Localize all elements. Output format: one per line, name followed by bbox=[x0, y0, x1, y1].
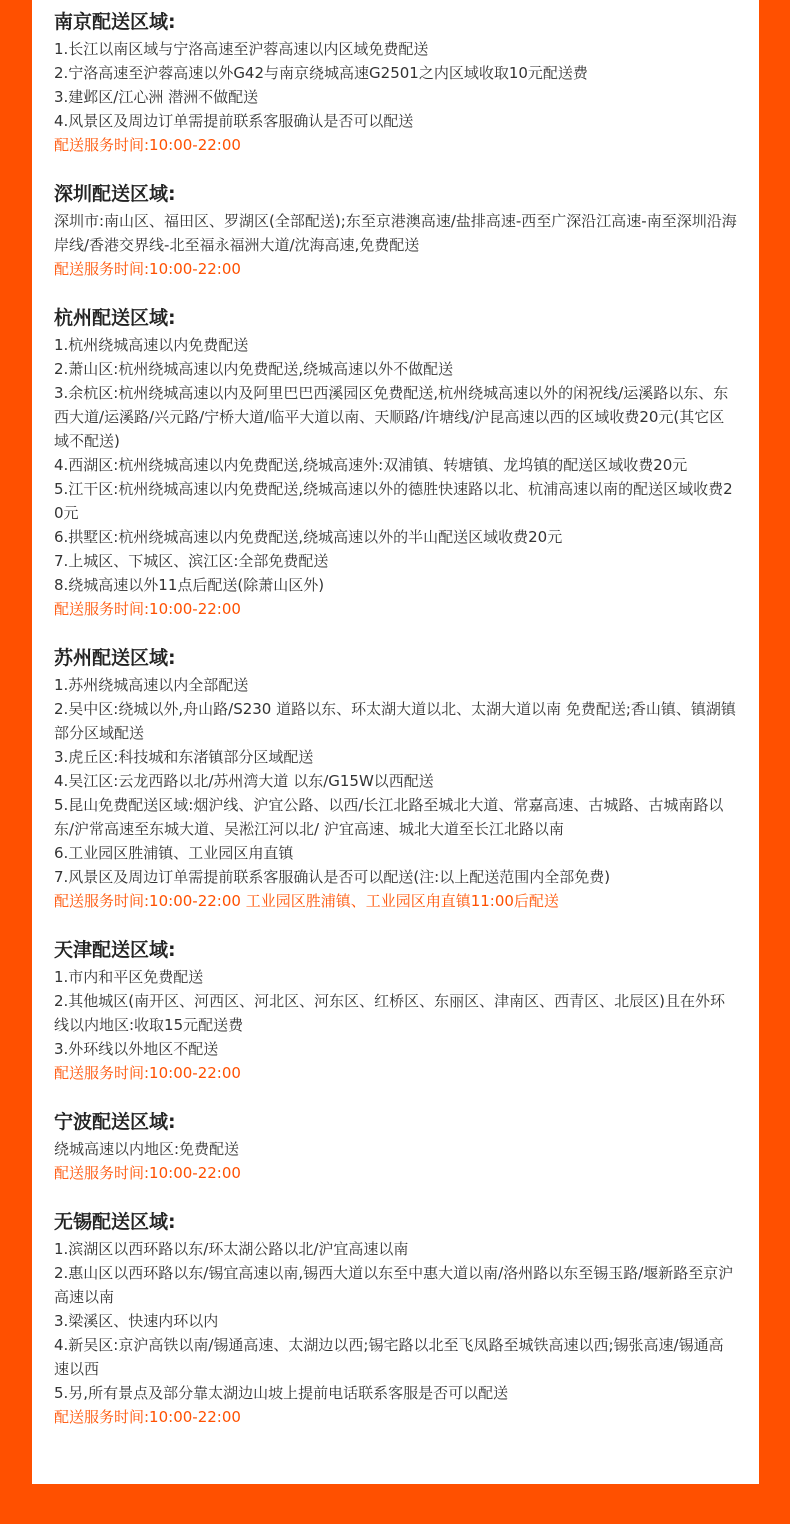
region-ningbo bbox=[54, 1109, 737, 1185]
region-title: 宁波配送区域: bbox=[54, 1111, 176, 1133]
region-line: 3.余杭区:杭州绕城高速以内及阿里巴巴西溪园区免费配送,杭州绕城高速以外的闲祝线/运溪路以东、东西大道/运溪路/兴元路/宁桥大道/临平大道以南、天顺路/许塘线/沪昆高速以西的区域收费20元(其它区域不配送) bbox=[54, 384, 729, 450]
service-time: 配送服务时间:10:00-22:00 bbox=[54, 136, 241, 154]
region-line: 1.苏州绕城高速以内全部配送 bbox=[54, 676, 249, 694]
region-line: 6.拱墅区:杭州绕城高速以内免费配送,绕城高速以外的半山配送区域收费20元 bbox=[54, 528, 563, 546]
region-line: 5.另,所有景点及部分靠太湖边山坡上提前电话联系客服是否可以配送 bbox=[54, 1384, 509, 1402]
region-line: 5.江干区:杭州绕城高速以内免费配送,绕城高速以外的德胜快速路以北、杭浦高速以南的配送区域收费20元 bbox=[54, 480, 733, 522]
service-time: 配送服务时间:10:00-22:00 bbox=[54, 1064, 241, 1082]
region-line: 3.外环线以外地区不配送 bbox=[54, 1040, 219, 1058]
delivery-info-card bbox=[32, 0, 759, 1484]
region-line: 4.西湖区:杭州绕城高速以内免费配送,绕城高速外:双浦镇、转塘镇、龙坞镇的配送区域收费20元 bbox=[54, 456, 688, 474]
region-line: 2.其他城区(南开区、河西区、河北区、河东区、红桥区、东丽区、津南区、西青区、北辰区)且在外环线以内地区:收取15元配送费 bbox=[54, 992, 726, 1034]
service-time: 配送服务时间:10:00-22:00 工业园区胜浦镇、工业园区甪直镇11:00后配送 bbox=[54, 892, 559, 910]
region-line: 2.吴中区:绕城以外,舟山路/S230 道路以东、环太湖大道以北、太湖大道以南 免费配送;香山镇、镇湖镇部分区域配送 bbox=[54, 700, 736, 742]
region-line: 2.宁洛高速至沪蓉高速以外G42与南京绕城高速G2501之内区域收取10元配送费 bbox=[54, 64, 588, 82]
region-line: 4.吴江区:云龙西路以北/苏州湾大道 以东/G15W以西配送 bbox=[54, 772, 434, 790]
region-line: 4.新吴区:京沪高铁以南/锡通高速、太湖边以西;锡宅路以北至飞凤路至城铁高速以西;锡张高速/锡通高速以西 bbox=[54, 1336, 724, 1378]
region-title: 杭州配送区域: bbox=[54, 307, 176, 329]
region-shenzhen bbox=[54, 181, 737, 281]
service-time: 配送服务时间:10:00-22:00 bbox=[54, 1408, 241, 1426]
region-line: 3.建邺区/江心洲 潜洲不做配送 bbox=[54, 88, 259, 106]
region-line: 7.风景区及周边订单需提前联系客服确认是否可以配送(注:以上配送范围内全部免费) bbox=[54, 868, 611, 886]
service-time: 配送服务时间:10:00-22:00 bbox=[54, 1164, 241, 1182]
region-line: 8.绕城高速以外11点后配送(除萧山区外) bbox=[54, 576, 325, 594]
region-line: 深圳市:南山区、福田区、罗湖区(全部配送);东至京港澳高速/盐排高速-西至广深沿江高速-南至深圳沿海岸线/香港交界线-北至福永福洲大道/沈海高速,免费配送 bbox=[54, 212, 737, 254]
region-title: 深圳配送区域: bbox=[54, 183, 176, 205]
region-line: 2.萧山区:杭州绕城高速以内免费配送,绕城高速以外不做配送 bbox=[54, 360, 454, 378]
region-title: 苏州配送区域: bbox=[54, 647, 176, 669]
region-hangzhou bbox=[54, 305, 737, 621]
region-line: 3.梁溪区、快速内环以内 bbox=[54, 1312, 219, 1330]
region-line: 2.惠山区以西环路以东/锡宜高速以南,锡西大道以东至中惠大道以南/洛州路以东至锡玉路/堰新路至京沪高速以南 bbox=[54, 1264, 734, 1306]
region-title: 南京配送区域: bbox=[54, 11, 176, 33]
region-line: 3.虎丘区:科技城和东渚镇部分区域配送 bbox=[54, 748, 314, 766]
region-line: 绕城高速以内地区:免费配送 bbox=[54, 1140, 240, 1158]
region-tianjin bbox=[54, 937, 737, 1085]
region-title: 天津配送区域: bbox=[54, 939, 176, 961]
region-line: 5.昆山免费配送区域:烟沪线、沪宜公路、以西/长江北路至城北大道、常嘉高速、古城路、古城南路以东/沪常高速至东城大道、吴淞江河以北/ 沪宜高速、城北大道至长江北路以南 bbox=[54, 796, 724, 838]
region-line: 1.长江以南区域与宁洛高速至沪蓉高速以内区域免费配送 bbox=[54, 40, 429, 58]
region-wuxi bbox=[54, 1209, 737, 1429]
region-suzhou bbox=[54, 645, 737, 913]
region-nanjing bbox=[54, 9, 737, 157]
region-title: 无锡配送区域: bbox=[54, 1211, 176, 1233]
region-line: 1.市内和平区免费配送 bbox=[54, 968, 204, 986]
service-time: 配送服务时间:10:00-22:00 bbox=[54, 600, 241, 618]
region-line: 1.杭州绕城高速以内免费配送 bbox=[54, 336, 249, 354]
service-time: 配送服务时间:10:00-22:00 bbox=[54, 260, 241, 278]
region-line: 1.滨湖区以西环路以东/环太湖公路以北/沪宜高速以南 bbox=[54, 1240, 409, 1258]
region-line: 7.上城区、下城区、滨江区:全部免费配送 bbox=[54, 552, 329, 570]
region-line: 6.工业园区胜浦镇、工业园区甪直镇 bbox=[54, 844, 294, 862]
region-line: 4.风景区及周边订单需提前联系客服确认是否可以配送 bbox=[54, 112, 414, 130]
